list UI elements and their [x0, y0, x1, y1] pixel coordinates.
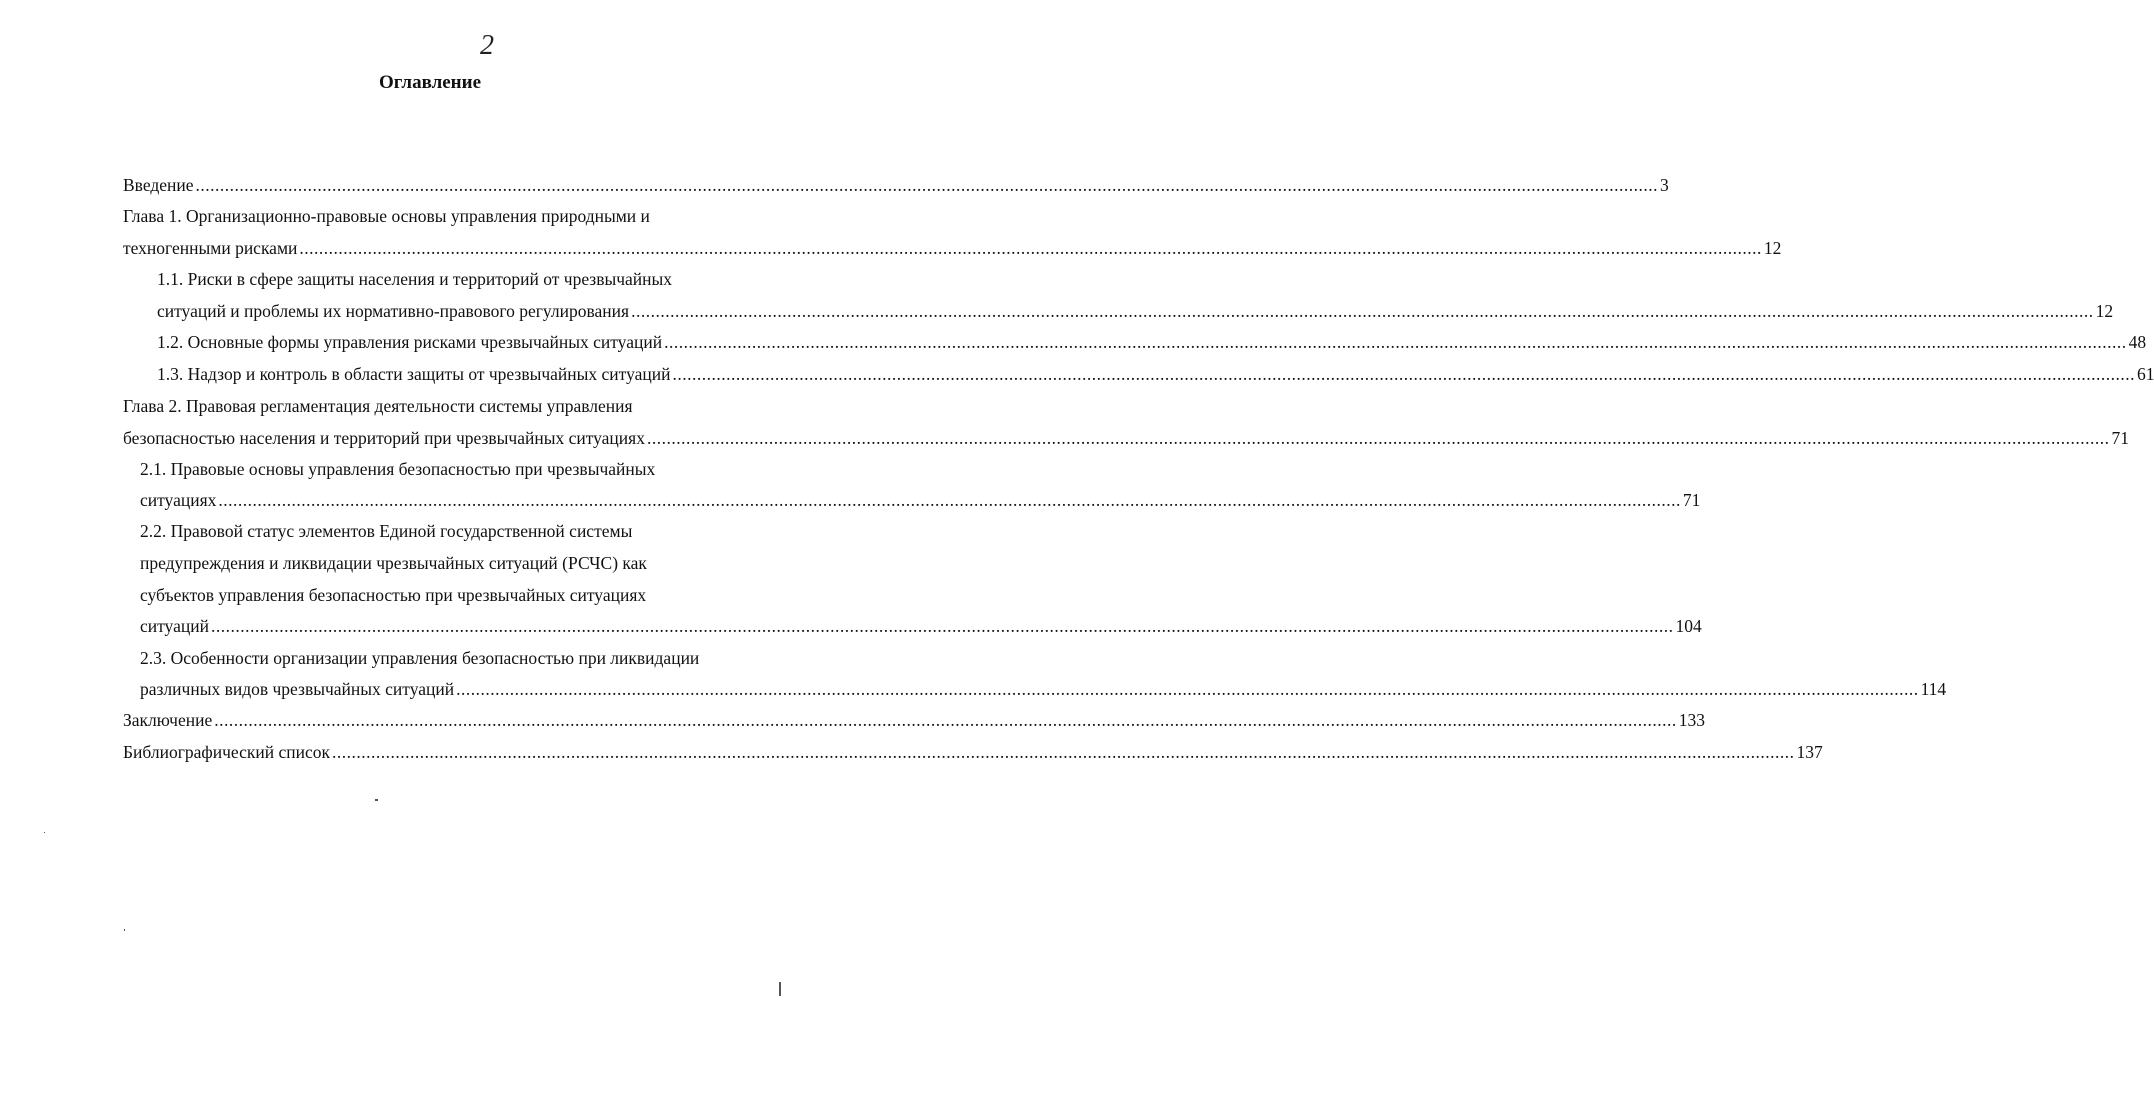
toc-entry-section-2-3: [140, 679, 1947, 699]
toc-entry-intro: [123, 175, 1669, 195]
toc-entry-section-1-1-line1: 1.1. Риски в сфере защиты населения и территорий от чрезвычайных: [157, 269, 673, 289]
toc-entry-section-2-2-line3: субъектов управления безопасностью при чрезвычайных ситуациях: [140, 585, 647, 605]
toc-entry-section-2-3-line1: 2.3. Особенности организации управления безопасностью при ликвидации: [140, 648, 700, 668]
leader-dots: ............................................................................................................................................................................................................................................................................................................: [646, 428, 2110, 448]
toc-page-number: 61: [2136, 364, 2154, 384]
toc-page-number: 12: [2095, 301, 2114, 321]
toc-entry-label: различных видов чрезвычайных ситуаций: [140, 679, 455, 699]
toc-entry-section-2-2-line2: предупреждения и ликвидации чрезвычайных ситуаций (РСЧС) как: [140, 553, 647, 573]
toc-page-number: 3: [1660, 175, 1669, 195]
leader-dots: ............................................................................................................................................................................................................................................................................................................: [299, 238, 1762, 258]
toc-page-number: 48: [2128, 332, 2147, 352]
leader-dots: ............................................................................................................................................................................................................................................................................................................: [672, 364, 2135, 384]
toc-entry-section-1-2: [157, 332, 2147, 352]
toc-entry-label: Библиографический список: [123, 742, 331, 762]
toc-page-number: 104: [1675, 616, 1702, 636]
toc-entry-label: 1.3. Надзор и контроль в области защиты от чрезвычайных ситуаций: [157, 364, 671, 384]
toc-entry-section-2-1: [140, 490, 1701, 510]
toc-entry-section-1-1: [157, 301, 2114, 321]
toc-entry-chapter1: [123, 238, 1782, 258]
leader-dots: ............................................................................................................................................................................................................................................................................................................: [332, 742, 1795, 762]
toc-entry-label: ситуациях: [140, 490, 217, 510]
toc-page-number: 114: [1920, 679, 1947, 699]
toc-entry-label: безопасностью населения и территорий при чрезвычайных ситуациях: [123, 428, 645, 448]
scan-speck: [124, 929, 125, 931]
toc-entry-chapter2: [123, 428, 2129, 448]
toc-page-number: 12: [1763, 238, 1782, 258]
toc-entry-section-2-1-line1: 2.1. Правовые основы управления безопасностью при чрезвычайных: [140, 459, 656, 479]
toc-entry-label: Введение: [123, 175, 194, 195]
toc-entry-label: 1.2. Основные формы управления рисками чрезвычайных ситуаций: [157, 332, 663, 352]
leader-dots: ............................................................................................................................................................................................................................................................................................................: [218, 490, 1681, 510]
toc-entry-label: техногенными рисками: [123, 238, 298, 258]
toc-entry-section-1-3: [157, 364, 2154, 384]
leader-dots: ............................................................................................................................................................................................................................................................................................................: [195, 175, 1659, 195]
toc-page-number: 71: [2111, 428, 2129, 448]
leader-dots: ............................................................................................................................................................................................................................................................................................................: [631, 301, 2094, 321]
toc-entry-bibliography: [123, 742, 1823, 762]
scan-speck: [375, 799, 378, 801]
leader-dots: ............................................................................................................................................................................................................................................................................................................: [210, 616, 1674, 636]
scan-speck: [44, 832, 45, 833]
leader-dots: ............................................................................................................................................................................................................................................................................................................: [664, 332, 2127, 352]
scan-speck: [779, 982, 781, 996]
toc-entry-chapter2-line1: Глава 2. Правовая регламентация деятельности системы управления: [123, 396, 633, 416]
leader-dots: ............................................................................................................................................................................................................................................................................................................: [456, 679, 1919, 699]
toc-page-number: 137: [1796, 742, 1823, 762]
toc-entry-chapter1-line1: Глава 1. Организационно-правовые основы управления природными и: [123, 206, 650, 226]
page-title: Оглавление: [378, 72, 482, 93]
toc-entry-conclusion: [123, 710, 1705, 730]
toc-entry-label: ситуаций и проблемы их нормативно-правового регулирования: [157, 301, 630, 321]
toc-entry-section-2-2-line1: 2.2. Правовой статус элементов Единой государственной системы: [140, 521, 633, 541]
leader-dots: ............................................................................................................................................................................................................................................................................................................: [214, 710, 1677, 730]
toc-entry-section-2-2: [140, 616, 1702, 636]
toc-page-number: 71: [1682, 490, 1701, 510]
toc-entry-label: ситуаций: [140, 616, 209, 636]
page-number: 2: [480, 30, 494, 61]
toc-entry-label: Заключение: [123, 710, 213, 730]
toc-page-number: 133: [1678, 710, 1705, 730]
